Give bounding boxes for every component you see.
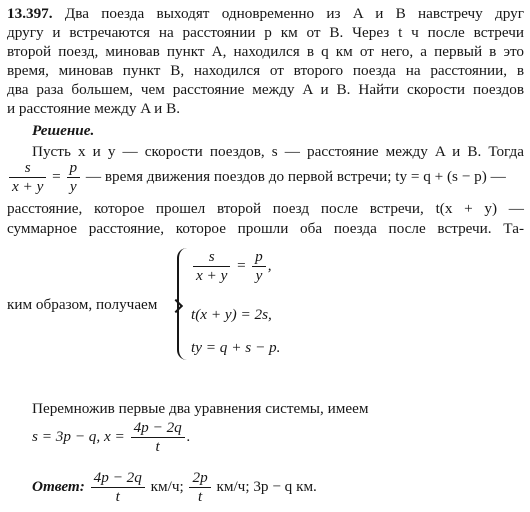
solution-intro: Пусть x и y — скорости поездов, s — расстояние между A и B. Тогда bbox=[32, 143, 524, 160]
system-eq1-lhs: $\frac{s}{x + y}$ bbox=[193, 248, 230, 285]
multiply-line: Перемножив первые два уравнения системы, имеем bbox=[32, 400, 369, 417]
answer-unit-1: км/ч; bbox=[150, 477, 184, 495]
problem-line-4: время, миновав пункт B, находился от второго поезда на расстоянии, в bbox=[7, 62, 524, 79]
answer-line bbox=[32, 469, 317, 506]
result-s: s = 3p − q, x = bbox=[32, 427, 125, 445]
system-equation-2: t(x + y) = 2s, bbox=[191, 306, 272, 323]
formula-explanation: — время движения поездов до первой встречи; ty = q + (s − p) — bbox=[85, 167, 506, 185]
system-eq1-rhs: $\frac{p}{y}$ bbox=[252, 248, 266, 285]
system-equation-3: ty = q + s − p. bbox=[191, 339, 281, 356]
fraction-time-1: $\frac{s}{x + y}$ bbox=[9, 159, 46, 196]
result-line: s = 3p − q, x = $\frac{4p - 2q}{t}$ . bbox=[32, 419, 191, 455]
solution-formula-line bbox=[7, 159, 524, 196]
problem-number: 13.397. bbox=[7, 5, 53, 22]
solution-heading: Решение. bbox=[32, 122, 95, 139]
solution-line-5: ким образом, получаем bbox=[7, 296, 158, 313]
answer-fraction-1: $\frac{4p - 2q}{t}$ bbox=[91, 469, 145, 506]
problem-line-3: второй поезд, миновав пункт A, находился в q км от него, а первый в это bbox=[7, 43, 524, 60]
problem-line-6: и расстояние между A и B. bbox=[7, 100, 181, 117]
equals-sign: = bbox=[52, 167, 61, 185]
answer-unit-2: км/ч; 3p − q км. bbox=[216, 477, 317, 495]
answer-label: Ответ: bbox=[32, 477, 85, 495]
answer-fraction-2: $\frac{2p}{t}$ bbox=[189, 469, 210, 506]
solution-line-3: расстояние, которое прошел второй поезд после встречи, t(x + y) — bbox=[7, 200, 524, 217]
problem-line-2: другу и встречаются на расстоянии p км от B. Через t ч после встречи bbox=[7, 24, 524, 41]
problem-line-5: два раза большем, чем расстояние между A и B. Найти скорости поездов bbox=[7, 81, 524, 98]
problem-line-1 bbox=[7, 4, 524, 23]
result-x-fraction: $\frac{4p - 2q}{t}$ bbox=[131, 419, 185, 456]
system-equation-1: $\frac{s}{x + y}$ = $\frac{p}{y}$ , bbox=[191, 248, 272, 285]
problem-text-1: Два поезда выходят одновременно из A и B навстречу друг bbox=[64, 5, 524, 22]
solution-line-4: суммарное расстояние, которое прошли оба поезда после встречи. Та- bbox=[7, 220, 524, 237]
fraction-time-2: $\frac{p}{y}$ bbox=[67, 159, 81, 196]
